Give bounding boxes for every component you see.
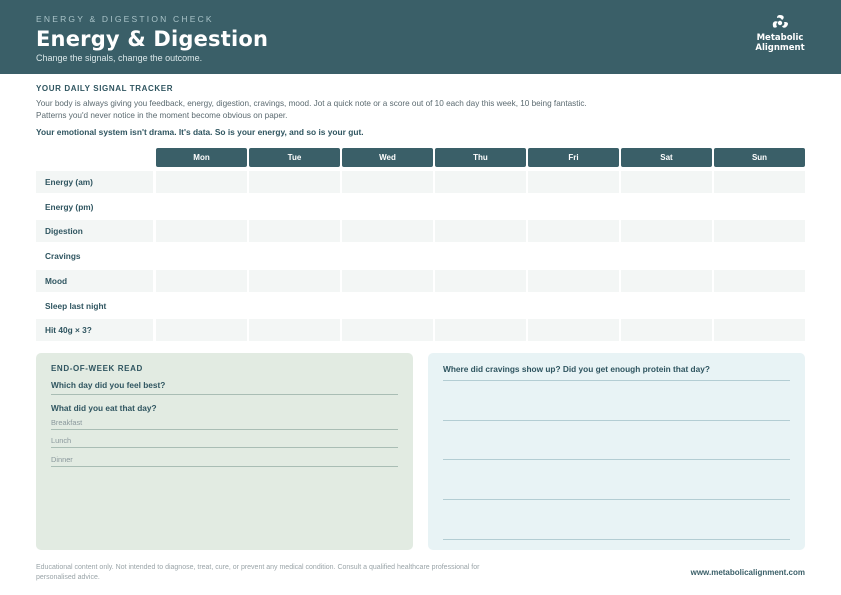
- website-link[interactable]: www.metabolicalignment.com: [690, 568, 805, 577]
- dinner-answer-line[interactable]: [51, 466, 398, 467]
- tracker-cell[interactable]: [342, 220, 433, 242]
- tracker-row-label: Energy (am): [36, 171, 153, 193]
- tracker-cell[interactable]: [156, 171, 247, 193]
- cravings-question: Where did cravings show up? Did you get enough protein that day?: [443, 364, 710, 374]
- leaf-swirl-icon: [770, 14, 790, 32]
- tracker-intro: [36, 98, 696, 122]
- tracker-cell[interactable]: [714, 196, 805, 218]
- best-day-answer-line[interactable]: [51, 394, 398, 395]
- tracker-cell[interactable]: [342, 196, 433, 218]
- tracker-cell[interactable]: [621, 245, 712, 267]
- day-header-tue: Tue: [249, 148, 340, 167]
- tracker-cell[interactable]: [528, 220, 619, 242]
- tracker-cell[interactable]: [528, 196, 619, 218]
- tracker-cell[interactable]: [621, 295, 712, 317]
- tracker-cell[interactable]: [621, 171, 712, 193]
- tracker-cell[interactable]: [714, 245, 805, 267]
- page-header: [0, 0, 841, 74]
- tracker-cell[interactable]: [156, 245, 247, 267]
- day-header-sun: Sun: [714, 148, 805, 167]
- tracker-cell[interactable]: [714, 270, 805, 292]
- day-header-sat: Sat: [621, 148, 712, 167]
- day-header-thu: Thu: [435, 148, 526, 167]
- dinner-label: Dinner: [51, 455, 73, 464]
- brand-logo: [748, 14, 812, 53]
- what-ate-question: What did you eat that day?: [51, 403, 157, 413]
- tracker-cell[interactable]: [714, 319, 805, 341]
- tracker-cell[interactable]: [435, 171, 526, 193]
- tracker-cell[interactable]: [249, 245, 340, 267]
- tracker-cell[interactable]: [621, 270, 712, 292]
- header-kicker: ENERGY & DIGESTION CHECK: [36, 14, 214, 24]
- day-header-fri: Fri: [528, 148, 619, 167]
- tracker-cell[interactable]: [528, 270, 619, 292]
- tracker-cell[interactable]: [156, 220, 247, 242]
- cravings-answer-line[interactable]: [443, 380, 790, 381]
- tracker-cell[interactable]: [435, 220, 526, 242]
- tracker-cell[interactable]: [435, 319, 526, 341]
- tracker-cell[interactable]: [249, 171, 340, 193]
- tracker-cell[interactable]: [342, 270, 433, 292]
- lunch-label: Lunch: [51, 436, 72, 445]
- tracker-emphasis: Your emotional system isn't drama. It's data. So is your energy, and so is your gut.: [36, 127, 364, 137]
- tracker-row-label: Mood: [36, 270, 153, 292]
- tracker-row-label: Hit 40g × 3?: [36, 319, 153, 341]
- tracker-cell[interactable]: [621, 196, 712, 218]
- tracker-cell[interactable]: [342, 319, 433, 341]
- tracker-row-label: Energy (pm): [45, 201, 94, 212]
- day-header-mon: Mon: [156, 148, 247, 167]
- tracker-cell[interactable]: [714, 171, 805, 193]
- footer-disclaimer: Educational content only. Not intended to diagnose, treat, cure, or prevent any medical condition. Consult a qualified healthcare professional for personalised advice.: [36, 564, 480, 581]
- page-title: Energy & Digestion: [36, 27, 269, 51]
- tracker-cell[interactable]: [621, 319, 712, 341]
- tracker-intro-line2: Patterns you'd never notice in the moment become obvious on paper.: [36, 111, 288, 120]
- tracker-cell[interactable]: [621, 220, 712, 242]
- cravings-answer-line[interactable]: [443, 420, 790, 421]
- tracker-row-label: Digestion: [36, 220, 153, 242]
- tracker-row-label: Sleep last night: [45, 300, 107, 311]
- logo-text-line1: Metabolic: [756, 33, 804, 43]
- tracker-cell[interactable]: [249, 270, 340, 292]
- tracker-cell[interactable]: [156, 295, 247, 317]
- tracker-cell[interactable]: [435, 196, 526, 218]
- tracker-cell[interactable]: [156, 319, 247, 341]
- tracker-cell[interactable]: [156, 270, 247, 292]
- logo-text-line2: Alignment: [755, 42, 805, 53]
- tracker-section-title: YOUR DAILY SIGNAL TRACKER: [36, 84, 174, 93]
- tracker-cell[interactable]: [249, 220, 340, 242]
- tracker-cell[interactable]: [714, 295, 805, 317]
- breakfast-answer-line[interactable]: [51, 429, 398, 430]
- tracker-cell[interactable]: [342, 295, 433, 317]
- tracker-cell[interactable]: [435, 295, 526, 317]
- cravings-panel: [428, 353, 805, 550]
- tracker-cell[interactable]: [528, 319, 619, 341]
- tracker-cell[interactable]: [714, 220, 805, 242]
- cravings-answer-line[interactable]: [443, 539, 790, 540]
- lunch-answer-line[interactable]: [51, 447, 398, 448]
- tracker-cell[interactable]: [342, 171, 433, 193]
- tracker-cell[interactable]: [528, 171, 619, 193]
- tracker-intro-line1: Your body is always giving you feedback, energy, digestion, cravings, mood. Jot a quick note or a score out of 10 each day this week, 10 being fantastic.: [36, 99, 587, 108]
- tracker-cell[interactable]: [435, 245, 526, 267]
- tracker-cell[interactable]: [249, 295, 340, 317]
- day-header-wed: Wed: [342, 148, 433, 167]
- tracker-cell[interactable]: [156, 196, 247, 218]
- end-of-week-panel: [36, 353, 413, 550]
- tracker-cell[interactable]: [435, 270, 526, 292]
- best-day-question: Which day did you feel best?: [51, 380, 166, 390]
- tracker-cell[interactable]: [528, 295, 619, 317]
- page-subtitle: Change the signals, change the outcome.: [36, 53, 203, 63]
- cravings-answer-line[interactable]: [443, 459, 790, 460]
- tracker-cell[interactable]: [249, 196, 340, 218]
- breakfast-label: Breakfast: [51, 418, 83, 427]
- cravings-answer-line[interactable]: [443, 499, 790, 500]
- tracker-cell[interactable]: [249, 319, 340, 341]
- tracker-cell[interactable]: [528, 245, 619, 267]
- tracker-row-label: Cravings: [45, 251, 81, 262]
- end-of-week-title: END-OF-WEEK READ: [51, 364, 143, 373]
- tracker-cell[interactable]: [342, 245, 433, 267]
